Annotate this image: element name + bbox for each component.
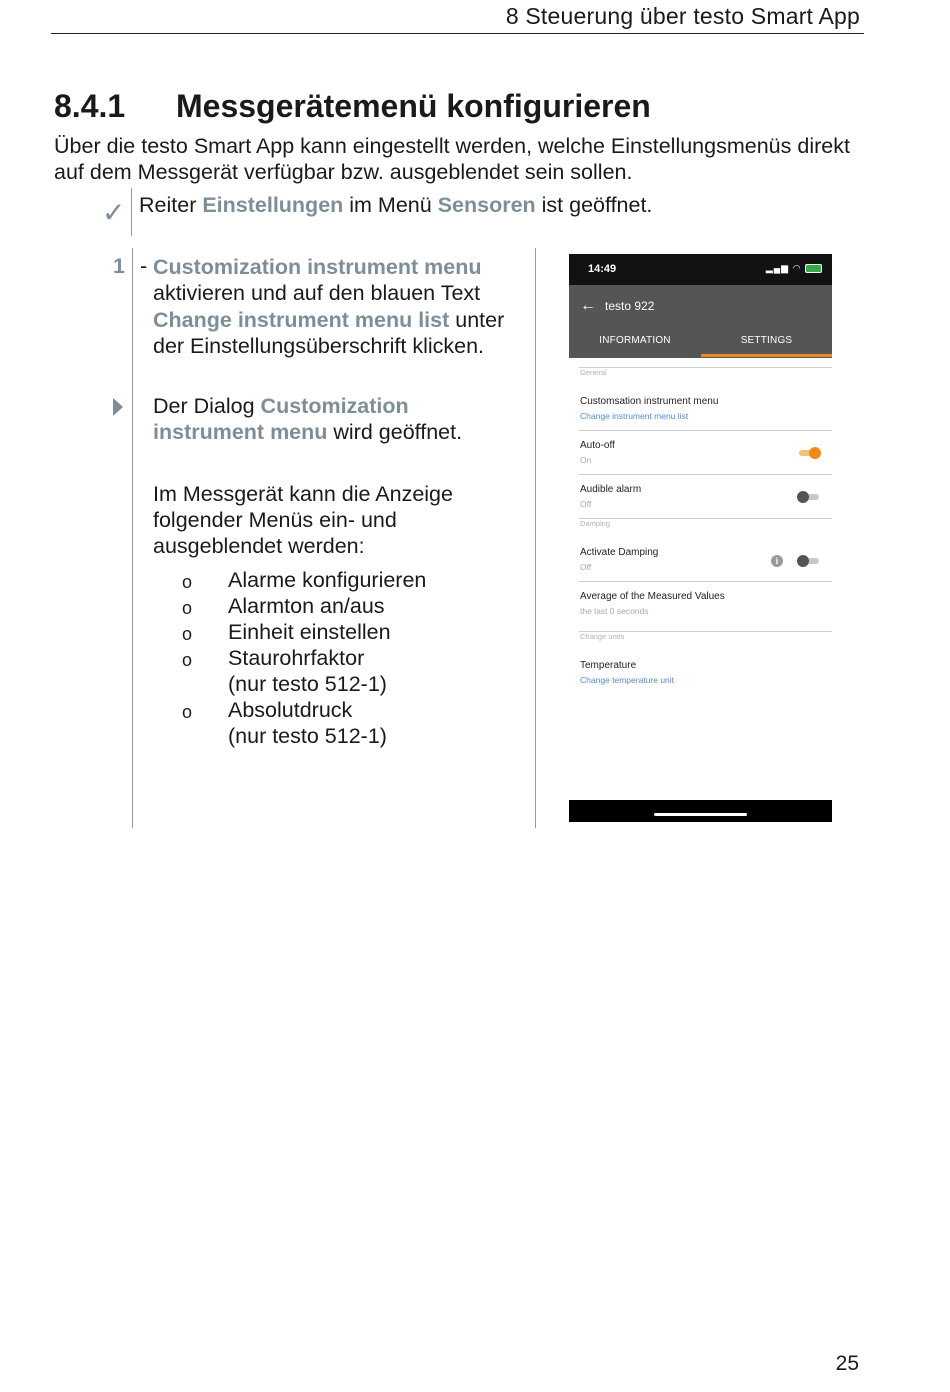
- tab-information[interactable]: INFORMATION: [599, 335, 671, 346]
- section-label-units: Change units: [580, 632, 625, 641]
- audible-alarm-toggle[interactable]: [797, 490, 821, 504]
- bullet-icon: o: [182, 624, 193, 644]
- customisation-title: Customsation instrument menu: [580, 396, 719, 407]
- damping-title: Activate Damping: [580, 547, 659, 558]
- wifi-icon: ◠: [792, 263, 802, 273]
- navigation-bar: [569, 800, 832, 822]
- checkmark-icon: ✓: [102, 197, 126, 228]
- result-arrow-icon: [113, 398, 123, 416]
- tab-name-settings: Einstellungen: [202, 193, 344, 217]
- section-label-damping: Damping: [580, 519, 611, 528]
- tab-settings[interactable]: SETTINGS: [740, 335, 793, 346]
- step-dash: -: [140, 254, 148, 278]
- header-rule: [51, 33, 864, 34]
- column-rule-right: [535, 248, 536, 828]
- back-arrow-icon[interactable]: ←: [580, 297, 596, 314]
- section-title: Messgerätemenü konfigurieren: [176, 88, 651, 124]
- signal-icon: ▂▄▆: [765, 263, 790, 273]
- tab-indicator: [701, 354, 832, 357]
- menu-name-sensors: Sensoren: [437, 193, 536, 217]
- result-text: Der Dialog Customization instrument menu wird geöffnet.: [153, 394, 463, 445]
- list-item: o Absolutdruck (nur testo 512-1): [182, 698, 387, 748]
- device-title: testo 922: [605, 299, 655, 313]
- bullet-icon: o: [182, 702, 193, 722]
- step-instruction: Customization instrument menu aktivieren und auf den blauen Text Change instrument menu list unter der Einstellungsüberschrift klicken.: [153, 255, 505, 358]
- divider: [579, 430, 832, 431]
- info-icon[interactable]: i: [771, 555, 783, 567]
- prerequisite-rule: [131, 188, 132, 236]
- section-label-general: General: [580, 368, 607, 377]
- bullet-icon: o: [182, 650, 193, 670]
- list-item: o Einheit einstellen: [182, 619, 512, 645]
- app-bar: [569, 285, 832, 358]
- temperature-title: Temperature: [580, 660, 637, 671]
- change-instrument-menu-link[interactable]: Change instrument menu list: [580, 411, 689, 421]
- status-icons: [766, 263, 822, 274]
- column-rule-left: [132, 248, 133, 828]
- bullet-icon: o: [182, 572, 193, 592]
- divider: [579, 474, 832, 475]
- status-bar: [569, 254, 832, 285]
- setting-name: Customization instrument menu: [153, 255, 482, 279]
- auto-off-title: Auto-off: [580, 440, 615, 451]
- prerequisite-text: Reiter Einstellungen im Menü Sensoren ist geöffnet.: [139, 193, 653, 217]
- damping-value: Off: [580, 562, 592, 572]
- damping-toggle[interactable]: [797, 554, 821, 568]
- section-number: 8.4.1: [54, 88, 126, 124]
- average-value: the last 0 seconds: [580, 606, 649, 616]
- list-item: o Staurohrfaktor (nur testo 512-1): [182, 646, 387, 696]
- battery-icon: [805, 264, 822, 273]
- running-head: 8 Steuerung über testo Smart App: [505, 3, 860, 29]
- audible-alarm-title: Audible alarm: [580, 484, 642, 495]
- bullet-icon: o: [182, 598, 193, 618]
- app-screenshot: [569, 254, 832, 822]
- divider: [579, 581, 832, 582]
- home-indicator[interactable]: [654, 813, 747, 816]
- status-time: 14:49: [588, 263, 617, 275]
- step-number: 1: [113, 254, 125, 278]
- average-title: Average of the Measured Values: [580, 591, 725, 602]
- divider: [579, 518, 832, 519]
- info-paragraph: Im Messgerät kann die Anzeige folgender Menüs ein- und ausgeblendet werden:: [153, 482, 453, 558]
- auto-off-toggle[interactable]: [797, 446, 821, 460]
- list-item: o Alarme konfigurieren: [182, 567, 512, 593]
- intro-paragraph: Über die testo Smart App kann eingestellt werden, welche Einstellungsmenüs direkt auf dem Messgerät verfügbar bzw. ausgeblendet sein sollen.: [54, 134, 850, 184]
- menu-list: [182, 567, 512, 749]
- list-item: o Alarmton an/aus: [182, 593, 512, 619]
- change-temperature-link[interactable]: Change temperature unit: [580, 675, 675, 685]
- page-number: 25: [835, 1352, 859, 1375]
- audible-alarm-value: Off: [580, 499, 592, 509]
- auto-off-value: On: [580, 455, 592, 465]
- divider: [579, 367, 832, 368]
- dialog-name: Customization instrument menu: [153, 394, 409, 445]
- link-name: Change instrument menu list: [153, 307, 450, 332]
